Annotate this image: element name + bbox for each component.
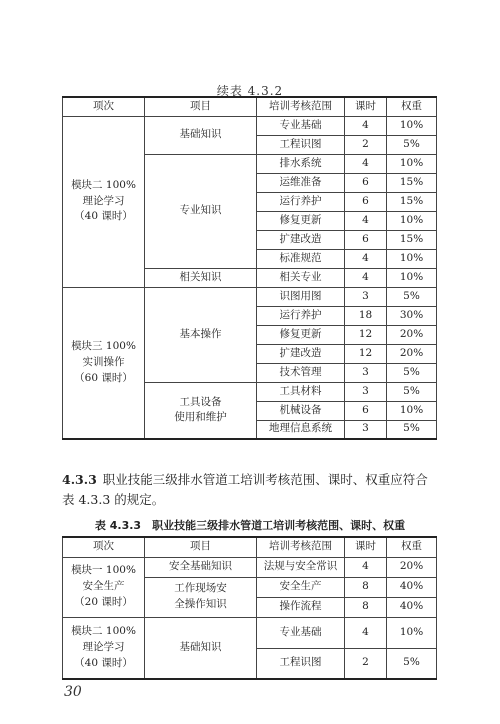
table-header-row (63, 97, 437, 116)
weight-cell: 40% (387, 597, 437, 617)
scope-cell: 运行养护 (257, 192, 345, 211)
weight-cell: 5% (387, 363, 437, 382)
scope-cell: 扩建改造 (257, 230, 345, 249)
weight-cell: 10% (387, 211, 437, 230)
weight-cell: 5% (387, 135, 437, 154)
scope-cell: 工程识图 (257, 135, 345, 154)
group-cell: 相关知识 (145, 268, 257, 287)
item-line2: 全操作知识 (174, 598, 227, 610)
hours-cell: 18 (345, 306, 387, 325)
scope-cell: 修复更新 (257, 211, 345, 230)
group-cell: 基础知识 (145, 116, 257, 154)
col-header: 项目 (145, 97, 257, 116)
weight-cell: 15% (387, 192, 437, 211)
hours-cell: 12 (345, 344, 387, 363)
weight-cell: 10% (387, 116, 437, 135)
clause-number: 4.3.3 (62, 472, 97, 487)
group-cell (145, 382, 257, 439)
hours-cell: 3 (345, 382, 387, 401)
hours-cell: 8 (345, 577, 387, 597)
module-sub: 实训操作 (82, 355, 125, 368)
weight-cell: 10% (387, 154, 437, 173)
hours-cell: 12 (345, 325, 387, 344)
table-header-row (63, 537, 437, 557)
weight-cell: 5% (387, 648, 437, 679)
scope-cell: 相关专业 (257, 268, 345, 287)
table-row (63, 287, 437, 306)
module-hours: （60 课时） (74, 371, 133, 384)
col-header: 项次 (63, 537, 145, 557)
hours-cell: 4 (345, 557, 387, 577)
hours-cell: 2 (345, 648, 387, 679)
module-sub: 理论学习 (82, 640, 125, 653)
hours-cell: 4 (345, 211, 387, 230)
group-cell: 基本操作 (145, 287, 257, 382)
item-cell: 基础知识 (145, 617, 257, 679)
module-cell (63, 557, 145, 617)
weight-cell: 10% (387, 249, 437, 268)
table-4-3-3 (62, 536, 437, 680)
scope-cell: 运行养护 (257, 306, 345, 325)
col-header: 培训考核范围 (257, 97, 345, 116)
module-hours: （40 课时） (74, 210, 133, 223)
module-hours: （40 课时） (74, 656, 133, 669)
weight-cell: 20% (387, 557, 437, 577)
group-cell: 专业知识 (145, 154, 257, 268)
module-cell (63, 617, 145, 679)
hours-cell: 4 (345, 116, 387, 135)
weight-cell: 10% (387, 617, 437, 648)
hours-cell: 6 (345, 401, 387, 420)
weight-cell: 10% (387, 401, 437, 420)
module-name: 模块三 100% (71, 340, 136, 353)
scope-cell: 排水系统 (257, 154, 345, 173)
scope-cell: 专业基础 (257, 617, 345, 648)
clause-text: 职业技能三级排水管道工培训考核范围、课时、权重应符合表 4.3.3 的规定。 (62, 472, 428, 507)
hours-cell: 4 (345, 617, 387, 648)
module-name: 模块二 100% (71, 178, 136, 191)
col-header: 权重 (387, 537, 437, 557)
col-header: 课时 (345, 97, 387, 116)
scope-cell: 法规与安全常识 (257, 557, 345, 577)
table-row (63, 116, 437, 135)
hours-cell: 3 (345, 287, 387, 306)
module-hours: （20 课时） (74, 595, 133, 608)
weight-cell: 15% (387, 230, 437, 249)
hours-cell: 4 (345, 268, 387, 287)
scope-cell: 修复更新 (257, 325, 345, 344)
scope-cell: 地理信息系统 (257, 420, 345, 439)
col-header: 培训考核范围 (257, 537, 345, 557)
hours-cell: 6 (345, 192, 387, 211)
col-header: 项目 (145, 537, 257, 557)
item-cell: 安全基础知识 (145, 557, 257, 577)
col-header: 课时 (345, 537, 387, 557)
weight-cell: 20% (387, 344, 437, 363)
scope-cell: 运维准备 (257, 173, 345, 192)
module-sub: 理论学习 (82, 194, 125, 207)
weight-cell: 10% (387, 268, 437, 287)
scope-cell: 识图用图 (257, 287, 345, 306)
hours-cell: 3 (345, 420, 387, 439)
col-header: 项次 (63, 97, 145, 116)
weight-cell: 40% (387, 577, 437, 597)
scope-cell: 工程识图 (257, 648, 345, 679)
scope-cell: 技术管理 (257, 363, 345, 382)
hours-cell: 3 (345, 363, 387, 382)
scope-cell: 工具材料 (257, 382, 345, 401)
module-name: 模块二 100% (71, 625, 136, 638)
scope-cell: 机械设备 (257, 401, 345, 420)
weight-cell: 5% (387, 287, 437, 306)
weight-cell: 5% (387, 420, 437, 439)
item-line1: 工作现场安 (174, 582, 227, 595)
weight-cell: 20% (387, 325, 437, 344)
group-name-line1: 工具设备 (179, 395, 222, 408)
group-name-line2: 使用和维护 (174, 411, 227, 424)
hours-cell: 8 (345, 597, 387, 617)
table-4-3-2-continued (62, 96, 437, 440)
hours-cell: 6 (345, 173, 387, 192)
weight-cell: 30% (387, 306, 437, 325)
item-cell (145, 577, 257, 617)
table1-caption: 续表 4.3.2 (216, 84, 284, 98)
scope-cell: 专业基础 (257, 116, 345, 135)
scope-cell: 安全生产 (257, 577, 345, 597)
scope-cell: 操作流程 (257, 597, 345, 617)
scope-cell: 标准规范 (257, 249, 345, 268)
clause-4-3-3 (62, 470, 438, 510)
col-header: 权重 (387, 97, 437, 116)
module-name: 模块一 100% (71, 564, 136, 577)
module-sub: 安全生产 (82, 580, 125, 593)
module-cell (63, 116, 145, 287)
hours-cell: 4 (345, 249, 387, 268)
module-cell (63, 287, 145, 439)
scope-cell: 扩建改造 (257, 344, 345, 363)
table2-caption: 表 4.3.3 职业技能三级排水管道工培训考核范围、课时、权重 (94, 519, 406, 532)
hours-cell: 6 (345, 230, 387, 249)
table-row (63, 557, 437, 577)
weight-cell: 5% (387, 382, 437, 401)
page-number: 30 (64, 684, 82, 700)
weight-cell: 15% (387, 173, 437, 192)
hours-cell: 4 (345, 154, 387, 173)
hours-cell: 2 (345, 135, 387, 154)
table-row (63, 617, 437, 648)
